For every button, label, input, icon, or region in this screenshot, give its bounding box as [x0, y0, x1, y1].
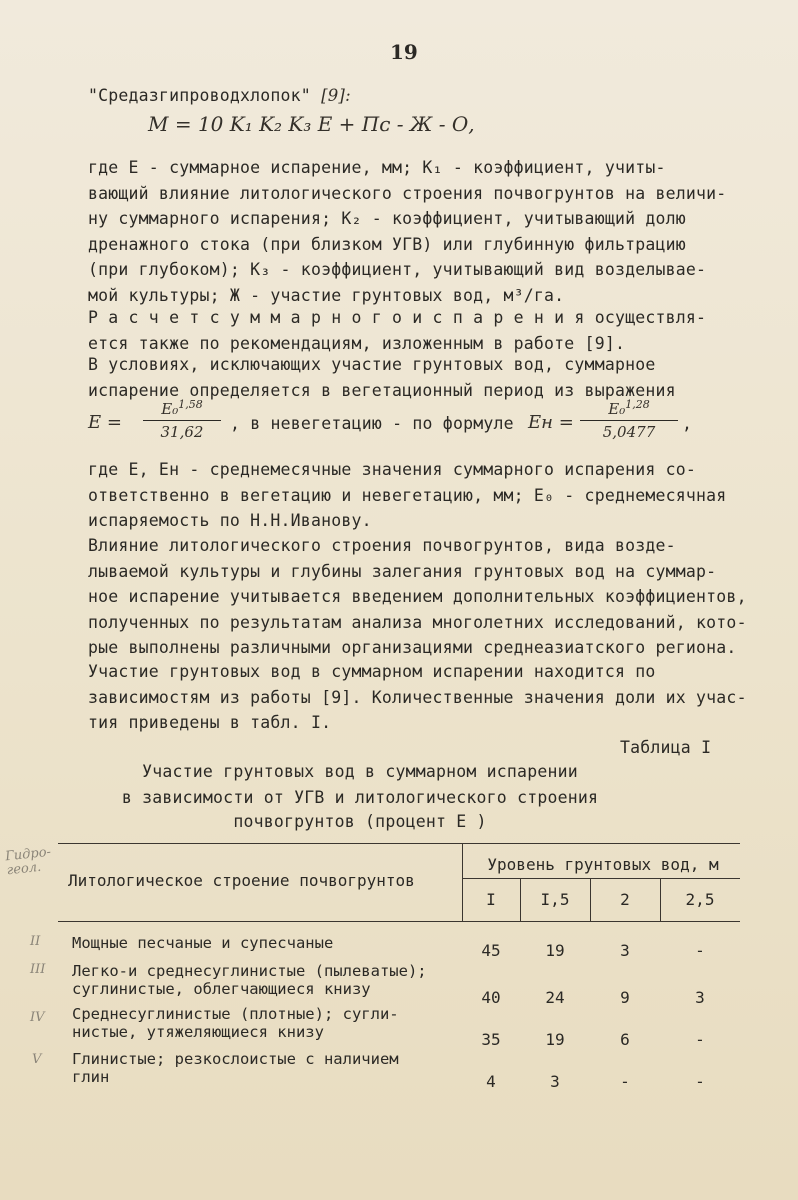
table-cell: 19 [545, 941, 565, 960]
para3-line: испарение определяется в вегетационный период из выражения [88, 380, 676, 400]
page-number: 19 [390, 40, 418, 64]
para5-line: полученных по результатам анализа многолетних исследований, кото- [88, 612, 747, 632]
para2-line: ется также по рекомендациям, изложенным в работе [9]. [88, 333, 626, 353]
formula2-fraction1 [143, 398, 221, 441]
table-cell: - [620, 1072, 630, 1091]
para1-line: дренажного стока (при близком УГВ) или глубинную фильтрацию [88, 234, 686, 254]
table-cell: - [695, 1072, 705, 1091]
table-cell: 45 [481, 941, 501, 960]
table-row-label: Легко-и среднесуглинистые (пылеватые); суглинистые, облегчающиеся книзу [72, 962, 427, 998]
formula2-num1: E₀$^{1,58}$ [161, 398, 203, 418]
intro-ref: [9]: [321, 86, 351, 105]
margin-mark-iii: III [30, 962, 46, 977]
formula2-den1: 31,62 [160, 423, 204, 441]
table-cell: 24 [545, 988, 565, 1007]
table-cell: 35 [481, 1030, 501, 1049]
formula2-bar2 [580, 420, 678, 421]
formula2-exp2: 1,28 [625, 398, 650, 411]
table-header-lithology: Литологическое строение почвогрунтов [68, 871, 415, 890]
formula2-fraction2 [580, 398, 678, 441]
table-row-label: Глинистые; резкослоистые с наличием глин [72, 1050, 399, 1086]
table-cell: 9 [620, 988, 630, 1007]
formula2-exp1: 1,58 [178, 398, 203, 411]
table-cell: 3 [550, 1072, 560, 1091]
table-vline-1 [462, 843, 463, 921]
table-header-divider [462, 878, 740, 879]
table-cell: 3 [695, 988, 705, 1007]
table-row-label: Мощные песчаные и супесчаные [72, 934, 334, 952]
para2-line: Р а с ч е т с у м м а р н о г о и с п а р е н и я осуществля- [88, 308, 707, 327]
margin-mark-iv: IV [30, 1010, 45, 1025]
table-label: Таблица I [620, 738, 712, 757]
para6-line: тия приведены в табл. I. [88, 713, 332, 732]
para1-line: ну суммарного испарения; K₂ - коэффициент, учитывающий долю [88, 209, 686, 228]
para5-line: Влияние литологического строения почвогрунтов, вида возде- [88, 536, 676, 555]
table-cell: 19 [545, 1030, 565, 1049]
formula2-num2: E₀$^{1,28}$ [608, 398, 650, 418]
formula2-den2: 5,0477 [602, 423, 656, 441]
table-cell: 3 [620, 941, 630, 960]
formula2-mid: , в невегетацию - по формуле [230, 414, 514, 433]
table-header-level-2: I,5 [540, 890, 570, 909]
table-row-label: Среднесуглинистые (плотные); сугли- нистые, утяжеляющиеся книзу [72, 1005, 399, 1041]
margin-mark-v: V [32, 1052, 42, 1067]
para5-line: лываемой культуры и глубины залегания грунтовых вод на суммар- [88, 561, 717, 581]
formula2-lhs1: E = [88, 412, 122, 433]
para3-line: В условиях, исключающих участие грунтовых вод, суммарное [88, 355, 656, 374]
formula2-end: , [682, 414, 693, 433]
para4-line: где E, Eн - среднемесячные значения суммарного испарения со- [88, 460, 697, 479]
formula2-lhs2: Eн = [528, 412, 574, 433]
table-cell: 4 [486, 1072, 496, 1091]
table-header-level-4: 2,5 [685, 890, 715, 909]
para1-line: вающий влияние литологического строения почвогрунтов на величи- [88, 183, 727, 203]
table-top-rule [58, 843, 740, 844]
table-header-bottom-rule [58, 921, 740, 922]
table-cell: 6 [620, 1030, 630, 1049]
para6-line: Участие грунтовых вод в суммарном испарении находится по [88, 662, 656, 681]
table-header-level-3: 2 [620, 890, 630, 909]
table-caption-line2: в зависимости от УГВ и литологического строения [121, 788, 599, 807]
para1-line: (при глубоком); K₃ - коэффициент, учитывающий вид возделывае- [88, 260, 707, 279]
para1-line: где E - суммарное испарение, мм; K₁ - коэффициент, учиты- [88, 158, 666, 177]
formula2-bar1 [143, 420, 221, 421]
para6-line: зависимостям из работы [9]. Количественные значения доли их учас- [88, 687, 747, 707]
para5-line: рые выполнены различными организациями среднеазиатского региона. [88, 638, 737, 657]
para4-line: испаряемость по Н.Н.Иванову. [88, 511, 372, 530]
para5-line: ное испарение учитывается введением дополнительных коэффициентов, [88, 587, 747, 606]
table-cell: 40 [481, 988, 501, 1007]
table-cell: - [695, 1030, 705, 1049]
table-header-level-group: Уровень грунтовых вод, м [487, 855, 719, 874]
para4-line: ответственно в вегетацию и невегетацию, мм; E₀ - среднемесячная [88, 485, 727, 505]
intro-source: "Средазгипроводхлопок" [88, 86, 311, 105]
margin-mark-ii: II [30, 934, 41, 949]
intro-line [88, 86, 351, 105]
formula-main: M = 10 K₁ K₂ K₃ E + Пᴄ - Ж - О, [148, 112, 475, 136]
para1-line: мой культуры; Ж - участие грунтовых вод, м³/га. [88, 285, 565, 305]
table-header-level-1: I [486, 890, 496, 909]
margin-note-top: Гидро- геол. [4, 844, 52, 879]
table-caption-line1: Участие грунтовых вод в суммарном испарении [142, 762, 578, 781]
table-cell: - [695, 941, 705, 960]
table-caption-line3: почвогрунтов (процент E ) [233, 812, 487, 831]
